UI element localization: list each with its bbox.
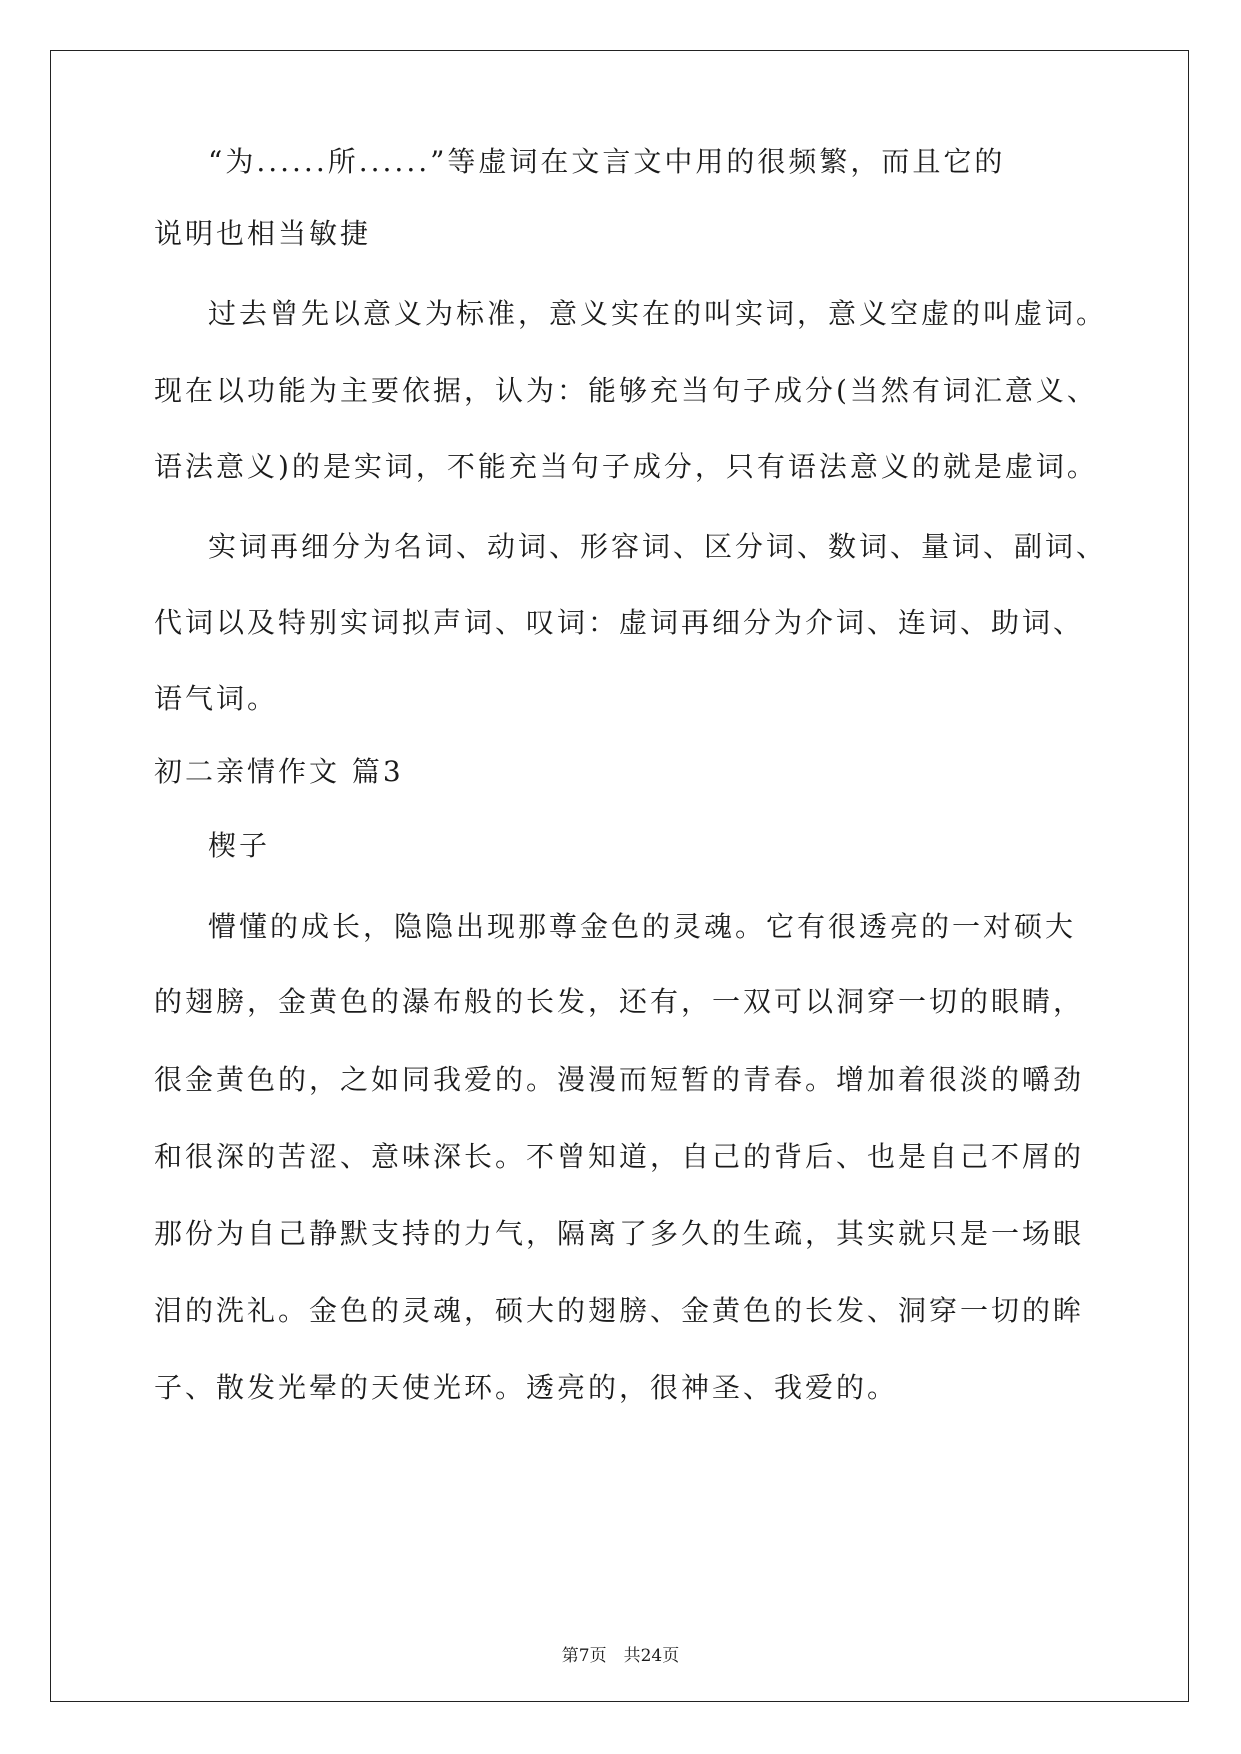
paragraph-line: 代词以及特别实词拟声词、叹词：虚词再细分为介词、连词、助词、 [154,606,1085,639]
page-footer: 第7页 共24页 [561,1646,680,1666]
paragraph-line: 那份为自己静默支持的力气，隔离了多久的生疏，其实就只是一场眼 [154,1217,1085,1250]
paragraph-line: 说明也相当敏捷 [154,217,372,250]
paragraph-line: 过去曾先以意义为标准，意义实在的叫实词，意义空虚的叫虚词。 [208,297,1108,330]
paragraph-line: 泪的洗礼。金色的灵魂，硕大的翅膀、金黄色的长发、洞穿一切的眸 [154,1294,1085,1327]
paragraph-line: 实词再细分为名词、动词、形容词、区分词、数词、量词、副词、 [208,530,1108,563]
section-heading: 初二亲情作文 篇3 [154,755,404,788]
paragraph-line: 现在以功能为主要依据，认为：能够充当句子成分(当然有词汇意义、 [154,374,1098,407]
paragraph-line: 子、散发光晕的天使光环。透亮的，很神圣、我爱的。 [154,1371,899,1404]
paragraph-line: 语气词。 [154,682,279,715]
paragraph-line: 很金黄色的，之如同我爱的。漫漫而短暂的青春。增加着很淡的嚼劲 [154,1063,1085,1096]
paragraph-line: 的翅膀，金黄色的瀑布般的长发，还有，一双可以洞穿一切的眼睛， [154,985,1085,1018]
paragraph-line: 楔子 [208,829,271,862]
paragraph-line: “为......所......”等虚词在文言文中用的很频繁，而且它的 [208,145,1006,178]
paragraph-line: 语法意义)的是实词，不能充当句子成分，只有语法意义的就是虚词。 [154,450,1098,483]
paragraph-line: 和很深的苦涩、意味深长。不曾知道，自己的背后、也是自己不屑的 [154,1140,1085,1173]
paragraph-line: 懵懂的成长，隐隐出现那尊金色的灵魂。它有很透亮的一对硕大 [208,910,1077,943]
